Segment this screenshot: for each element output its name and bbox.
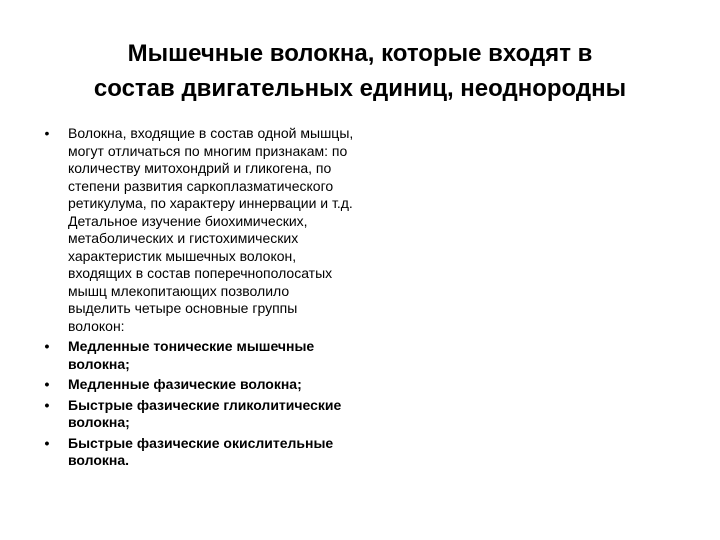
bullet-dot-icon: • (44, 376, 50, 392)
bullet-text: Волокна, входящие в состав одной мышцы, могут отличаться по многим признакам: по количеству митохондрий и гликогена, по степени развития саркоплазматического ретикулума, по характеру иннервации и т.д. Детальное изучение биохимических, метаболических и гистохимических характеристик мышечных волокон, входящих в состав поперечнополосатых мышц млекопитающих позволило выделить четыре основные группы волокон: (68, 125, 354, 334)
bullet-dot-icon: • (44, 125, 50, 141)
bullet-dot-icon: • (44, 338, 50, 354)
bullet-item-slow-tonic (40, 338, 460, 373)
bullet-text: Медленные тонические мышечные волокна; (68, 338, 315, 372)
bullet-text: Быстрые фазические гликолитические волокна; (68, 396, 342, 430)
bullet-list (40, 125, 460, 473)
slide-title-line-1: Мышечные волокна, которые входят в (127, 40, 593, 67)
bullet-item-fast-oxidative (40, 435, 460, 470)
bullet-dot-icon: • (44, 396, 50, 413)
slide-title-line-2: состав двигательных единиц, неоднородны (93, 75, 627, 102)
bullet-dot-icon: • (44, 434, 50, 451)
bullet-item-slow-phasic (40, 376, 460, 394)
bullet-text: Быстрые фазические окислительные волокна. (68, 434, 334, 468)
slide-title (20, 36, 700, 106)
bullet-item-fast-glycolytic (40, 397, 460, 432)
bullet-item-intro (40, 125, 460, 335)
bullet-text: Медленные фазические волокна; (68, 376, 302, 392)
